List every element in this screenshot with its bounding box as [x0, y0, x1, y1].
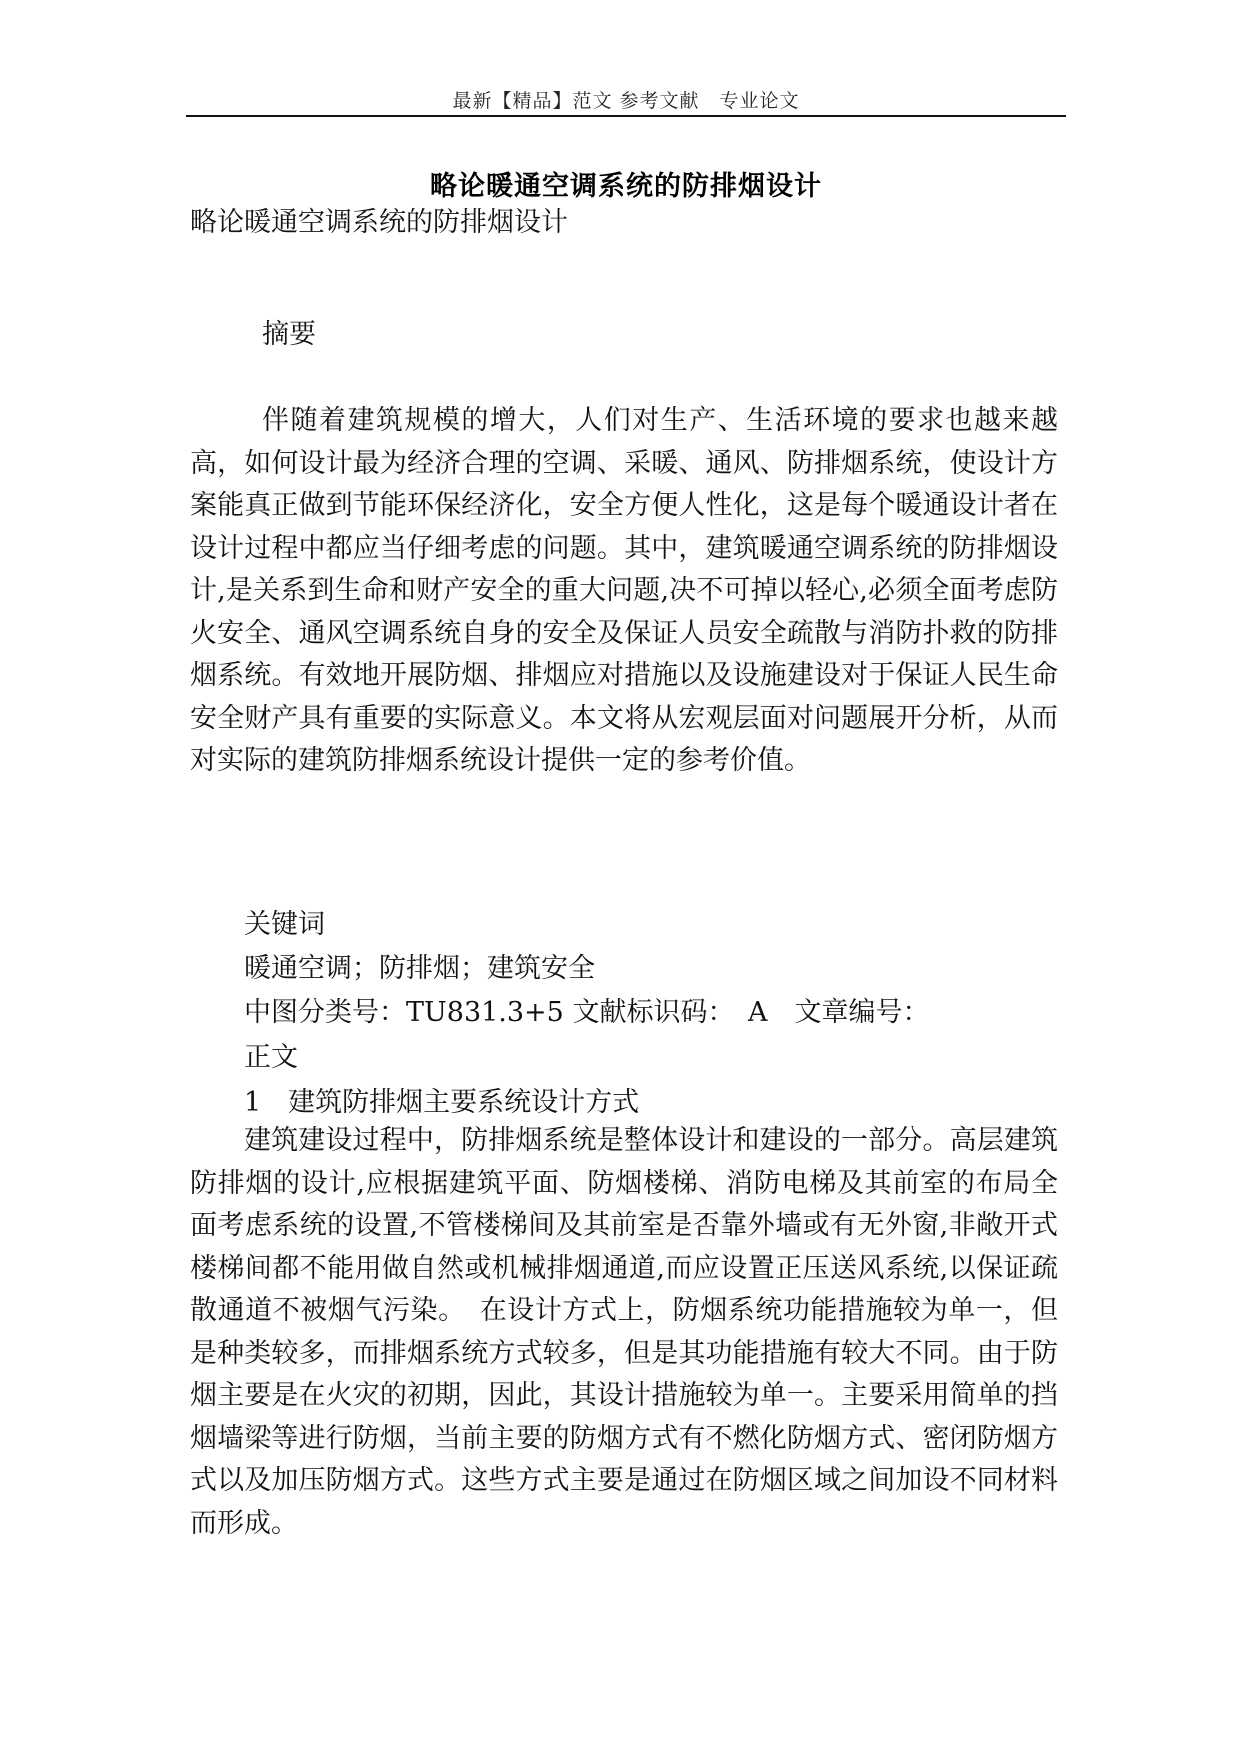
section-1-heading: 1 建筑防排烟主要系统设计方式 — [244, 1087, 640, 1118]
abstract-body: 伴随着建筑规模的增大，人们对生产、生活环境的要求也越来越高，如何设计最为经济合理的空调、采暖、通风、防排烟系统，使设计方案能真正做到节能环保经济化，安全方便人性化，这是每个暖通设计者在设计过程中都应当仔细考虑的问题。其中，建筑暖通空调系统的防排烟设计,是关系到生命和财产安全的重大问题,决不可掉以轻心,必须全面考虑防火安全、通风空调系统自身的安全及保证人员安全疏散与消防扑救的防排烟系统。有效地开展防烟、排烟应对措施以及设施建设对于保证人民生命安全财产具有重要的实际意义。本文将从宏观层面对问题展开分析，从而对实际的建筑防排烟系统设计提供一定的参考价值。 — [190, 405, 1058, 776]
classification-line: 中图分类号：TU831.3+5 文献标识码： A 文章编号： — [244, 997, 930, 1028]
keywords-values: 暖通空调；防排烟；建筑安全 — [244, 953, 595, 984]
body-heading: 正文 — [244, 1042, 298, 1073]
section-1-text: 建筑建设过程中，防排烟系统是整体设计和建设的一部分。高层建筑防排烟的设计,应根据建筑平面、防烟楼梯、消防电梯及其前室的布局全面考虑系统的设置,不管楼梯间及其前室是否靠外墙或有无外窗,非敞开式楼梯间都不能用做自然或机械排烟通道,而应设置正压送风系统,以保证疏散通道不被烟气污染。 在设计方式上，防烟系统功能措施较为单一，但是种类较多，而排烟系统方式较多，但是其功能措施有较大不同。由于防烟主要是在火灾的初期，因此，其设计措施较为单一。主要采用简单的挡烟墙梁等进行防烟，当前主要的防烟方式有不燃化防烟方式、密闭防烟方式以及加压防烟方式。这些方式主要是通过在防烟区域之间加设不同材料而形成。 — [190, 1125, 1058, 1539]
keywords-heading: 关键词 — [244, 909, 325, 940]
document-title: 略论暖通空调系统的防排烟设计 — [430, 171, 822, 202]
document-subtitle: 略论暖通空调系统的防排烟设计 — [190, 207, 568, 238]
header-rule — [186, 115, 1066, 117]
abstract-heading: 摘要 — [262, 319, 316, 350]
page-header: 最新【精品】范文 参考文献 专业论文 — [452, 90, 800, 112]
